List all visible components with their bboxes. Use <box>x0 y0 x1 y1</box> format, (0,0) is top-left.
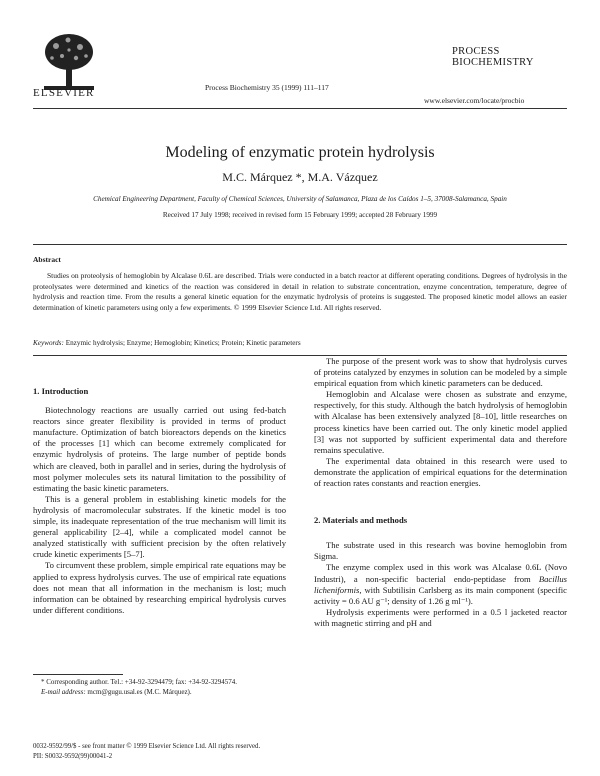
journal-name-line2: BIOCHEMISTRY <box>452 57 534 68</box>
enzyme-text-b: , with Subtilisin Carlsberg as its main component (specific activity = 0.6 AU g⁻¹; density of 1.26 g ml⁻¹). <box>314 584 567 606</box>
elsevier-tree-icon <box>38 30 100 92</box>
substrate-paragraph: The substrate used in this research was bovine hemoglobin from Sigma. <box>314 540 567 562</box>
footnote-rule <box>33 674 123 675</box>
article-authors: M.C. Márquez *, M.A. Vázquez <box>222 170 378 184</box>
publisher-name: ELSEVIER <box>33 87 95 99</box>
abstract-top-rule <box>33 244 567 245</box>
abstract-text: Studies on proteolysis of hemoglobin by Alcalase 0.6L are described. Trials were conducted in a batch reactor at different operating conditions. Degrees of hydrolysis in the proteolysates were determined and kinetics of the reaction was considered in detail in relation to substrate concentration, enzyme concentration, temperature, degree of hydrolysis and reaction time. From the results a general kinetic equation for the enzymatic hydrolysis of proteins is suggested. The proposed kinetic model allows an easier determination of kinetic parameters using only a few experiments. © 1999 Elsevier Science Ltd. All rights reserved. <box>33 271 567 312</box>
keywords-list: Enzymic hydrolysis; Enzyme; Hemoglobin; Kinetics; Protein; Kinetic parameters <box>63 339 301 347</box>
footnote <box>33 678 286 697</box>
enzyme-paragraph <box>314 562 567 606</box>
intro-paragraph-2: This is a general problem in establishing kinetic models for the hydrolysis of macromolecular substrates. If the kinetic model is too simple, its inadequate representation of the true mechanism will limit its general applicability [2–4], while a complicated model cannot be analyzed statistically with sufficient precision by the often relatively crude kinetic experiments [5–7]. <box>33 493 286 560</box>
journal-name <box>452 46 534 68</box>
received-dates: Received 17 July 1998; received in revised form 15 February 1999; accepted 28 February 1999 <box>162 211 438 219</box>
article-title: Modeling of enzymatic protein hydrolysis <box>165 144 435 161</box>
right-column <box>314 356 567 629</box>
email-address[interactable]: mcm@gugu.usal.es (M.C. Márquez). <box>85 687 192 696</box>
intro-paragraph-1: Biotechnology reactions are usually carried out using fed-batch reactors since greater flexibility is provided in terms of product manufacture. Optimization of batch bioreactors depends on the kinetics of the processes [1] which can become extremely complicated for enzymic hydrolysis of proteins. The large number of peptide bonds which are cleaved, both in parallel and in series, during the hydrolysis of most polymer molecules sets its natural limitation to the possibility of estimating the basic kinetic parameters. <box>33 405 286 493</box>
left-column <box>33 386 286 616</box>
keywords <box>33 339 301 347</box>
keywords-label: Keywords: <box>33 339 64 347</box>
email-label: E-mail address: <box>41 687 86 696</box>
abstract-heading: Abstract <box>33 255 61 264</box>
hydrolysis-paragraph: Hydrolysis experiments were performed in a 0.5 l jacketed reactor with magnetic stirring and pH and <box>314 606 567 628</box>
header-rule <box>33 108 567 109</box>
intro-heading: 1. Introduction <box>33 386 89 396</box>
journal-citation: Process Biochemistry 35 (1999) 111–117 <box>205 83 329 92</box>
intro-paragraph-3: To circumvent these problem, simple empirical rate equations may be applied to express hydrolysis curves. The use of empirical rate equations does not mean that all information in the mechanism is lost; much information can be obtained by researching empirical hydrolysis curves under different conditions. <box>33 560 286 615</box>
email-line <box>33 688 286 698</box>
materials-choice-paragraph: Hemoglobin and Alcalase were chosen as substrate and enzyme, respectively, for this study. Although the batch hydrolysis of hemoglobin with Alcalase has been extensively analyzed [8–10], little researches on process kinetics have been carried out. The only kinetic model applied [3] was not supported by sufficient experimental data and therefore remains speculative. <box>314 389 567 455</box>
journal-url[interactable]: www.elsevier.com/locate/procbio <box>424 96 525 105</box>
methods-heading: 2. Materials and methods <box>314 515 408 526</box>
author-affiliation: Chemical Engineering Department, Faculty of Chemical Sciences, University of Salamanca, Plaza de los Caídos 1–5, 37008-Salamanca, Spain <box>93 195 507 203</box>
pii-line: PII: S0032-9592(99)00041-2 <box>33 752 113 760</box>
enzyme-text-a: The enzyme complex used in this work was Alcalase 0.6L (Novo Industri), a non-specific bacterial endo-peptidase from <box>314 562 567 584</box>
page-footer <box>33 742 260 761</box>
copyright-line: 0032-9592/99/$ - see front matter © 1999 Elsevier Science Ltd. All rights reserved. <box>33 743 261 750</box>
journal-name-line1: PROCESS <box>452 46 500 57</box>
experimental-data-paragraph: The experimental data obtained in this research were used to demonstrate the application of empirical equations for the determination of reaction rates constants and reaction energies. <box>314 455 567 489</box>
corresponding-author: * Corresponding author. Tel.: +34-92-3294479; fax: +34-92-3294574. <box>41 678 238 686</box>
purpose-paragraph: The purpose of the present work was to show that hydrolysis curves of proteins catalyzed by enzymes in solution can be modeled by a simple empirical equation from which kinetic parameters can be deduced. <box>314 356 567 389</box>
bacillus-species: Bacillus licheniformis <box>314 573 567 595</box>
